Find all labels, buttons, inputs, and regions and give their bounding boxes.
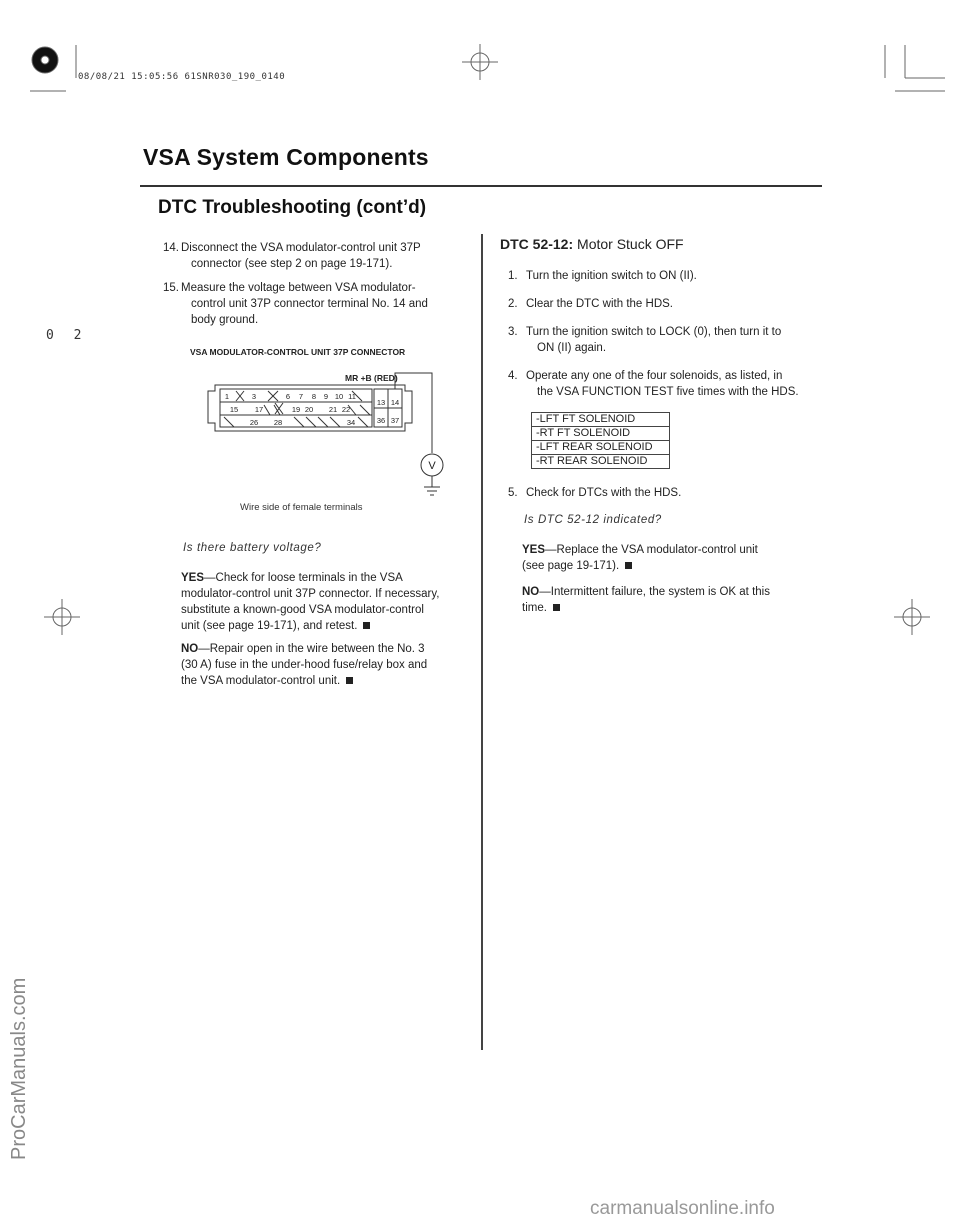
step-text-line: body ground. [191,314,259,326]
side-watermark: ProCarManuals.com [8,977,30,1160]
dtc-code: DTC 52-12: [500,236,574,252]
dtc-title: Motor Stuck OFF [577,236,684,252]
right-step-3: 3. Turn the ignition switch to LOCK (0), then turn it to ON (II) again. [508,326,782,354]
dtc-heading [500,236,684,252]
step-number: 14. [163,242,179,254]
step-text-line: control unit 37P connector terminal No. 14 and [191,298,428,310]
right-step-4: 4. Operate any one of the four solenoids, as listed, in the VSA FUNCTION TEST five times with the HDS. [508,370,799,398]
no-label: NO [522,586,540,598]
end-square-icon [363,622,370,629]
terminal-3: 3 [251,392,257,401]
right-yes-answer: YES—Replace the VSA modulator-control unit (see page 19-171). [522,544,758,572]
terminal-22: 22 [341,405,351,414]
title-divider [140,185,822,187]
terminal-34: 34 [346,418,356,427]
solenoid-table [531,412,670,469]
terminal-6: 6 [285,392,291,401]
end-square-icon [553,604,560,611]
bottom-watermark: carmanualsonline.info [590,1198,775,1219]
yes-label: YES [181,572,205,584]
terminal-21: 21 [328,405,338,414]
terminal-9: 9 [323,392,329,401]
terminal-7: 7 [298,392,304,401]
yes-label: YES [522,544,546,556]
table-row: -RT FT SOLENOID [532,427,670,441]
step-text-line: Measure the voltage between VSA modulator- [181,282,416,294]
terminal-1: 1 [224,392,230,401]
right-question: Is DTC 52-12 indicated? [524,514,662,526]
table-row: -RT REAR SOLENOID [532,455,670,469]
terminal-20: 20 [304,405,314,414]
right-step-1: 1. Turn the ignition switch to ON (II). [508,270,697,282]
terminal-10: 10 [334,392,344,401]
no-label: NO [181,643,199,655]
table-row: -LFT REAR SOLENOID [532,441,670,455]
terminal-8: 8 [311,392,317,401]
left-no-answer: NO—Repair open in the wire between the No. 3 (30 A) fuse in the under-hood fuse/relay box and the VSA modulator-control unit. [181,643,428,687]
right-step-2: 2. Clear the DTC with the HDS. [508,298,673,310]
terminal-17: 17 [254,405,264,414]
right-step-5: 5. Check for DTCs with the HDS. [508,487,682,499]
column-divider [481,234,483,1050]
terminal-36: 36 [376,416,386,425]
terminal-19: 19 [291,405,301,414]
print-stamp: 08/08/21 15:05:56 61SNR030_190_0140 [78,72,286,82]
left-step-14 [163,240,473,274]
step-text-line: Disconnect the VSA modulator-control unit 37P [181,242,421,254]
wire-label: MR +B (RED) [345,373,398,383]
step-number: 15. [163,282,179,294]
terminal-28: 28 [273,418,283,427]
end-square-icon [346,677,353,684]
left-yes-answer: YES—Check for loose terminals in the VSA modulator-control unit 37P connector. If necessary, substitute a known-good VSA modulator-control unit (see page 19-171), and retest. [181,572,440,632]
section-subtitle: DTC Troubleshooting (cont’d) [158,197,427,218]
terminal-13: 13 [376,398,386,407]
terminal-14: 14 [390,398,400,407]
terminal-11: 11 [348,392,356,401]
terminal-37: 37 [390,416,400,425]
left-question: Is there battery voltage? [183,542,322,554]
page-title: VSA System Components [143,144,429,170]
terminal-15: 15 [229,405,239,414]
right-no-answer: NO—Intermittent failure, the system is OK at this time. [522,586,770,614]
voltmeter-symbol: V [428,460,436,472]
end-square-icon [625,562,632,569]
page-marker: 0 2 [46,328,88,343]
step-text-line: connector (see step 2 on page 19-171). [191,258,393,270]
connector-label: VSA MODULATOR-CONTROL UNIT 37P CONNECTOR [190,347,406,357]
connector-diagram [200,365,460,500]
diagram-caption: Wire side of female terminals [240,502,363,513]
terminal-26: 26 [249,418,259,427]
table-row: -LFT FT SOLENOID [532,413,670,427]
left-step-15 [163,280,473,330]
